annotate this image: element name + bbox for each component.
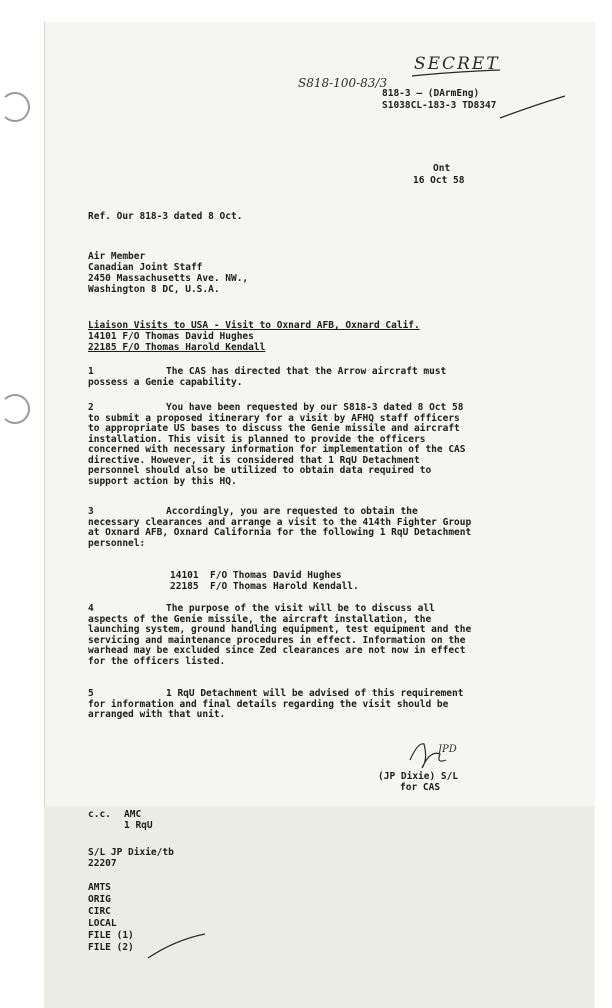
- paragraph-4: The purpose of the visit will be to discuss all aspects of the Genie missile, the aircraft installation, the launching system, ground handling equipment, test equipment and the servicing and maintenance procedures in effect. Information on the warhead may be excluded since Zed clearances are not now in effect for the officers listed.: [88, 603, 472, 667]
- paragraph-3-list-item-1: 14101 F/O Thomas David Hughes: [170, 570, 342, 581]
- reference-line: Ref. Our 818-3 dated 8 Oct.: [88, 211, 243, 222]
- addressee-line-3: 2450 Massachusetts Ave. NW.,: [88, 273, 249, 284]
- paragraph-1-number: 1: [88, 366, 94, 377]
- paragraph-5: 1 RqU Detachment will be advised of this requirement for information and final details regarding the visit should be arranged with that unit.: [88, 688, 464, 720]
- distribution-item: FILE (2): [88, 942, 134, 953]
- distribution-item: LOCAL: [88, 918, 117, 929]
- handwritten-file-number: S818-100-83/3: [298, 76, 388, 90]
- cc-line-2: 1 RqU: [124, 820, 153, 831]
- signature-for: for CAS: [400, 782, 441, 793]
- addressee-line-2: Canadian Joint Staff: [88, 262, 203, 273]
- subject-line-3: 22185 F/O Thomas Harold Kendall: [88, 342, 266, 353]
- distribution-item: ORIG: [88, 894, 111, 905]
- paragraph-2-number: 2: [88, 402, 94, 413]
- paragraph-3-list-item-2: 22185 F/O Thomas Harold Kendall.: [170, 581, 359, 592]
- signature-name: (JP Dixie) S/L: [378, 771, 459, 782]
- file-ref-1: 818-3 — (DArmEng): [382, 88, 480, 99]
- addressee-line-1: Air Member: [88, 251, 146, 262]
- paragraph-4-number: 4: [88, 603, 94, 614]
- file-ref-2: S1038CL-183-3 TD8347: [382, 100, 497, 111]
- cc-label: c.c.: [88, 809, 111, 820]
- subject-line-1: Liaison Visits to USA - Visit to Oxnard AFB, Oxnard Calif.: [88, 320, 420, 331]
- subject-line-2: 14101 F/O Thomas David Hughes: [88, 331, 254, 342]
- paragraph-5-number: 5: [88, 688, 94, 699]
- signature-initials: JPD: [438, 744, 457, 755]
- handwritten-secret: SECRET: [414, 54, 500, 74]
- origin-line-2: 22207: [88, 858, 117, 869]
- date-prefix: Ont: [433, 163, 451, 174]
- cc-line-1: AMC: [124, 809, 142, 820]
- paragraph-2: You have been requested by our S818-3 dated 8 Oct 58 to submit a proposed itinerary for a visit by AFHQ staff officers to appropriate US bases to discuss the Genie missile and aircraft installation. This visit is planned to provide the officers concerned with necessary information for implementation of the CAS directive. However, it is considered that 1 RqU Detachment personnel should also be utilized to obtain data required to support action by this HQ.: [88, 402, 466, 487]
- date: 16 Oct 58: [413, 175, 465, 186]
- paragraph-1: The CAS has directed that the Arrow aircraft must possess a Genie capability.: [88, 366, 447, 388]
- paragraph-3: Accordingly, you are requested to obtain the necessary clearances and arrange a visit to the 414th Fighter Group at Oxnard AFB, Oxnard California for the following 1 RqU Detachment personnel:: [88, 506, 472, 549]
- paragraph-3-number: 3: [88, 506, 94, 517]
- addressee-line-4: Washington 8 DC, U.S.A.: [88, 284, 220, 295]
- distribution-item: FILE (1): [88, 930, 134, 941]
- origin-line-1: S/L JP Dixie/tb: [88, 847, 174, 858]
- distribution-item: CIRC: [88, 906, 111, 917]
- distribution-item: AMTS: [88, 882, 111, 893]
